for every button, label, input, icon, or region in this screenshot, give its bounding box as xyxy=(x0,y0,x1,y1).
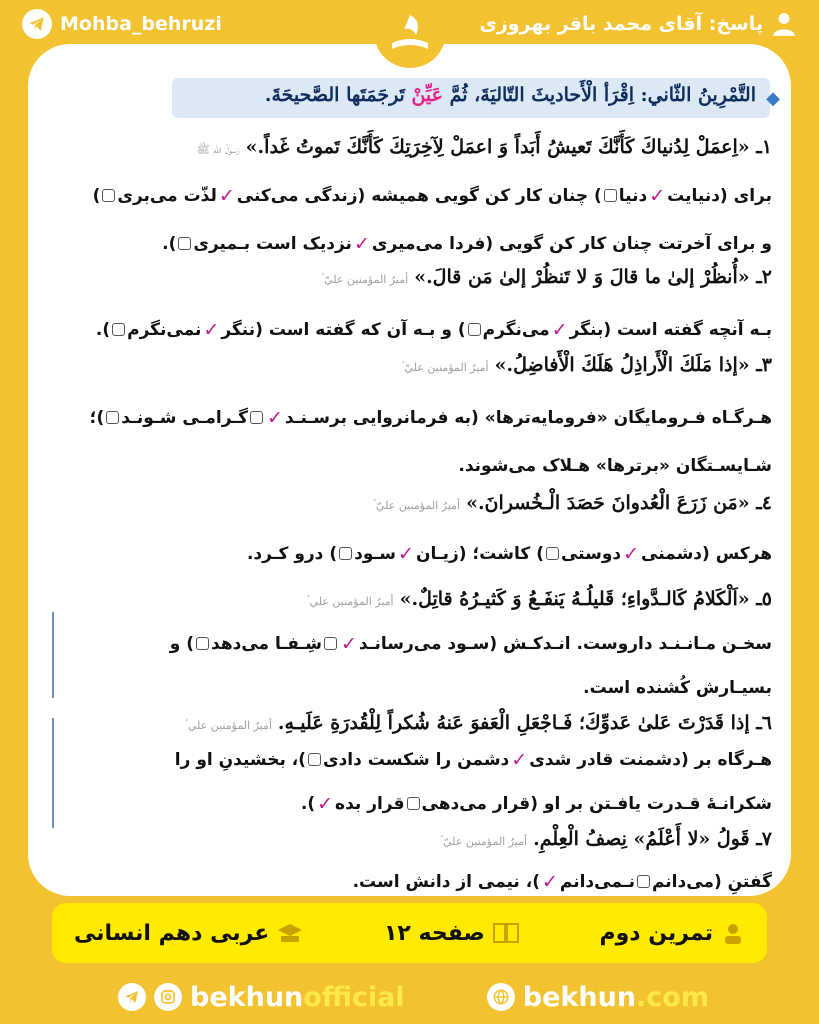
hadith-6: ٦ـ إذا قَدَرْتَ عَلىٰ عَدوِّكَ؛ فَـاجْعَلِ الْعَفوَ عَنهُ شُكراً لِلْقُدرَةِ عَلَيـهِ.أميرُ المؤمنين علي ؑ xyxy=(185,712,772,734)
translation-7: گفتنِ (می‌دانمنـمی‌دانم✓)، نیمی از دانش است. xyxy=(352,870,772,893)
book-logo-icon xyxy=(382,7,438,63)
check-mark-icon: ✓ xyxy=(267,406,283,429)
checkbox[interactable] xyxy=(102,189,115,202)
lesson-info-bar xyxy=(52,903,767,963)
hadith-1: ۱ـ «اِعمَلْ لِدُنياكَ كَأَنَّكَ تَعيشُ أَبَداً وَ اعمَلْ لِآخِرَتِكَ كَأَنَّكَ تَموتُ غَداً.»رَسولُ اللّهِ ﷺ xyxy=(196,136,772,158)
globe-icon xyxy=(487,983,515,1011)
hadith-7: ۷ـ قَولُ «لا أَعْلَمُ» نِصفُ الْعِلْمِ.أميرُ المؤمنين عليّ ؑ xyxy=(440,828,772,850)
translation-1a: برای (دنیایت✓دنیا) چنان کار کن گویی همیشه (زندگی می‌کنی✓لذّت می‌بری) xyxy=(92,184,772,207)
check-mark-icon: ✓ xyxy=(203,318,220,341)
translation-5b: بسيـارش كُشنده است. xyxy=(583,678,772,698)
title-part-2: تَرجَمَتَها الصَّحيحَةَ. xyxy=(264,84,412,106)
graduation-icon xyxy=(277,922,303,944)
checkbox[interactable] xyxy=(112,323,125,336)
handle-text: Mohba_behruzi xyxy=(60,13,222,35)
title-accent: عَيِّنْ xyxy=(411,84,444,106)
telegram-handle[interactable] xyxy=(22,9,222,39)
website-link[interactable]: bekhun.com xyxy=(487,982,709,1013)
exercise-label: تمرین دوم xyxy=(599,921,745,946)
checkbox[interactable] xyxy=(250,411,263,424)
checkbox[interactable] xyxy=(407,797,420,810)
checkbox[interactable] xyxy=(468,323,481,336)
checkbox[interactable] xyxy=(178,237,191,250)
instagram-icon xyxy=(154,983,182,1011)
user-icon xyxy=(771,11,797,37)
translation-2: بـه آنچه گفته است (بنگر✓می‌نگرم) و بـه آن كه گفته است (ننگر✓نمی‌نگرم). xyxy=(95,318,772,341)
social-handle[interactable]: bekhunofficial xyxy=(118,982,405,1013)
brand-logo xyxy=(374,2,446,68)
checkbox[interactable] xyxy=(637,875,650,888)
translation-6b: شكرانـهٔ قـدرت يافـتن بر او (قرار می‌دهیقرار بده✓). xyxy=(300,792,772,815)
check-mark-icon: ✓ xyxy=(511,748,528,771)
translation-3a: هـرگـاه فـرومايگان «فرومايه‌ترها» (به فرمانروايی برسـنـد✓گـرامـی شـونـد)؛ xyxy=(89,406,772,429)
hadith-2: ۲ـ «أُنظُرْ إلىٰ ما قالَ وَ لا تَنظُرْ إلىٰ مَن قالَ.»أميرُ المؤمنين عليّ ؑ xyxy=(321,266,772,288)
book-icon xyxy=(493,922,519,944)
checkbox[interactable] xyxy=(106,411,119,424)
checkbox[interactable] xyxy=(604,189,617,202)
check-mark-icon: ✓ xyxy=(353,232,370,255)
checkbox[interactable] xyxy=(324,637,337,650)
diamond-icon: ◆ xyxy=(766,88,780,109)
check-mark-icon: ✓ xyxy=(649,184,666,207)
course-label: عربی دهم انسانی xyxy=(74,921,303,946)
translation-5a: سخـن مـانـنـد داروست. انـدكـش (سـود می‌رسانـد✓شِـفـا می‌دهد) و xyxy=(169,632,772,655)
answer-author xyxy=(479,11,797,37)
student-icon xyxy=(721,921,745,945)
check-mark-icon: ✓ xyxy=(623,542,640,565)
page-label: صفحه ۱۲ xyxy=(384,921,519,946)
check-mark-icon: ✓ xyxy=(218,184,235,207)
translation-1b: و برای آخرتت چنان کار کن گویی (فردا می‌میری✓نزدیک است بـمیری). xyxy=(162,232,772,255)
translation-4: هرکس (دشمنی✓دوستی) کاشت؛ (زيـان✓سـود) درو کـرد. xyxy=(246,542,772,565)
check-mark-icon: ✓ xyxy=(398,542,414,565)
telegram-icon xyxy=(22,9,52,39)
check-mark-icon: ✓ xyxy=(551,318,568,341)
check-mark-icon: ✓ xyxy=(541,870,558,893)
exercise-title xyxy=(172,78,780,118)
check-mark-icon: ✓ xyxy=(340,632,357,655)
title-part-1: التَّمْرِينُ الثّاني: اِقْرَأ الْأَحاديثَ التّاليَةَ، ثُمَّ xyxy=(443,84,756,106)
hadith-5: ٥ـ «اَلْكَلامُ كَالـدَّواءِ؛ قَليلُـهُ يَنفَـعُ وَ كَثيـرُهُ قاتِلٌ.»أميرُ المؤمنين علي ؑ xyxy=(306,588,772,610)
footer xyxy=(0,970,819,1024)
checkbox[interactable] xyxy=(308,753,321,766)
translation-6a: هـرگاه بر (دشمنت قادر شدی✓دشمن را شکست دادی)، بخشيدنِ او را xyxy=(174,748,772,771)
checkbox[interactable] xyxy=(339,547,352,560)
author-text: پاسخ: آقای محمد باقر بهروزی xyxy=(479,13,763,35)
hadith-3: ۳ـ «إذا مَلَكَ الْأَراذِلُ هَلَكَ الْأَفاضِلُ.»أميرُ المؤمنين عليّ ؑ xyxy=(401,354,772,376)
hadith-4: ٤ـ «مَن زَرَعَ الْعُدوانَ حَصَدَ الْـخُسرانَ.»أميرُ المؤمنين عليّ ؑ xyxy=(373,492,772,514)
checkbox[interactable] xyxy=(196,637,209,650)
translation-3b: شـايسـتگان «برترها» هـلاک می‌شوند. xyxy=(458,456,772,476)
check-mark-icon: ✓ xyxy=(317,792,334,815)
telegram-icon xyxy=(118,983,146,1011)
checkbox[interactable] xyxy=(546,547,559,560)
